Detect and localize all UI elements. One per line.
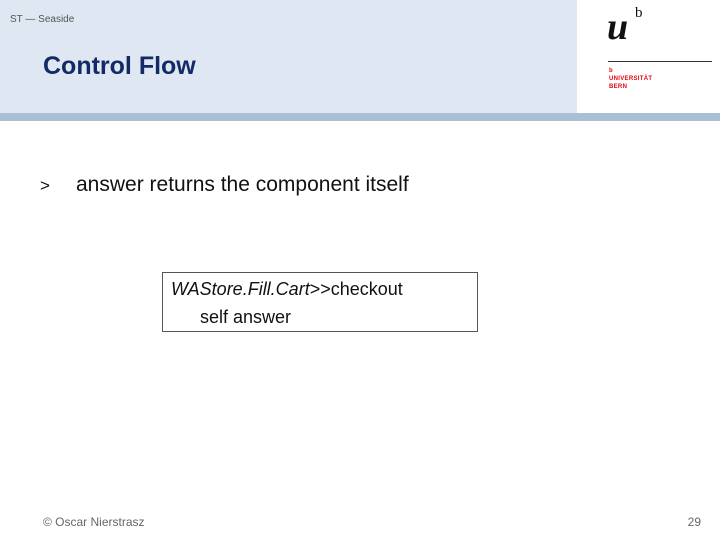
logo-panel [577,0,720,113]
logo-letter-u: u [607,6,629,48]
bullet-marker: > [40,176,50,195]
bullet-item [40,173,409,197]
breadcrumb: ST — Seaside [10,14,75,25]
code-box [162,272,478,332]
code-method-signature [171,279,403,300]
footer-copyright: © Oscar Nierstrasz [43,515,145,529]
logo-wordmark-line1: b [609,68,613,74]
page-number: 29 [687,515,701,529]
header-divider [0,113,720,121]
logo-wordmark-line3: BERN [609,84,628,90]
bullet-text: answer returns the component itself [76,173,409,196]
logo-wordmark-line2: UNIVERSITÄT [609,76,653,82]
code-class-name: WAStore.Fill.Cart [171,279,310,299]
logo-letter-b: b [635,5,643,21]
code-method-body: self answer [200,307,292,327]
logo-divider [608,61,712,62]
code-method-name: >>checkout [309,279,403,299]
slide-title: Control Flow [43,52,196,80]
logo-wordmark [609,67,652,91]
